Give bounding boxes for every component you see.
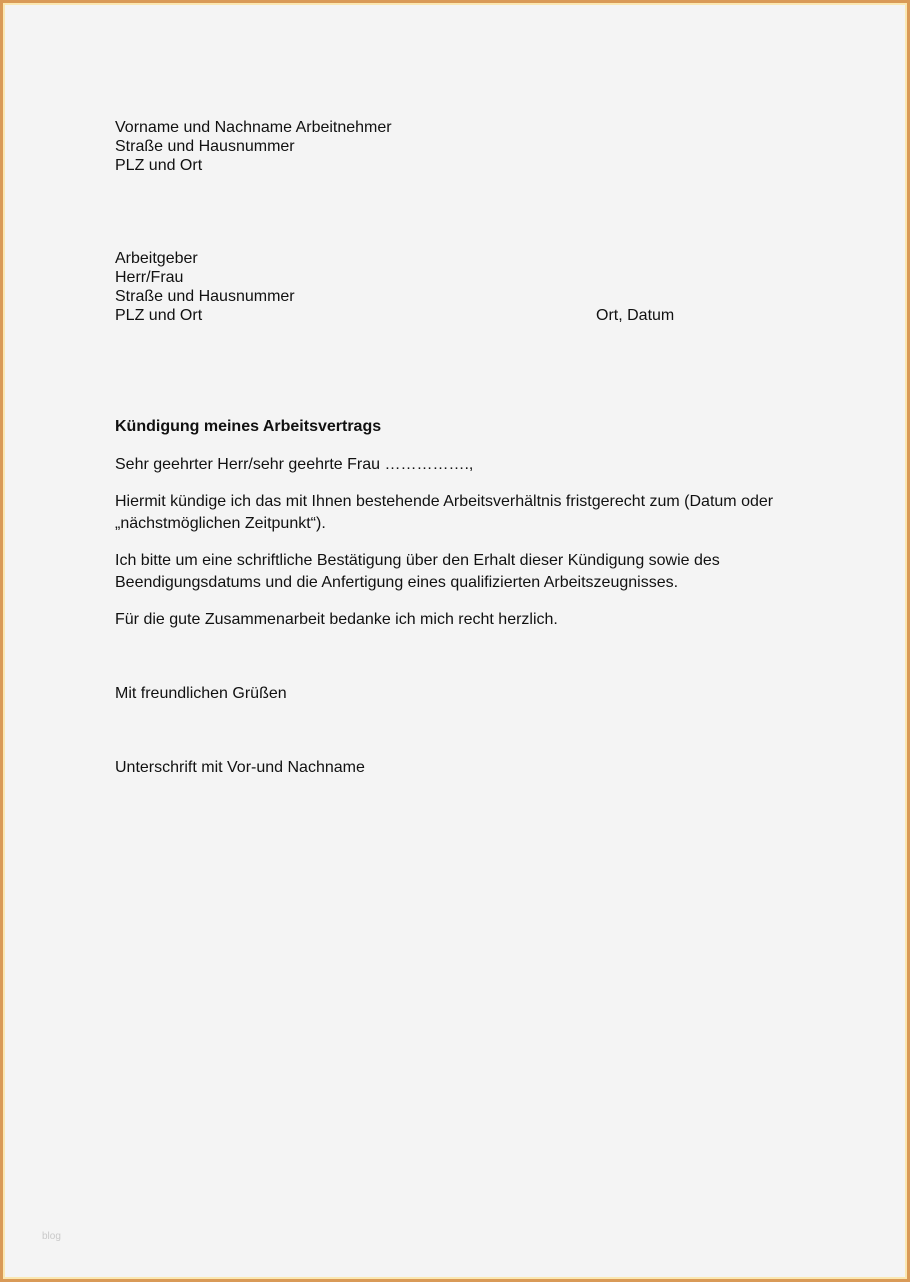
recipient-city: PLZ und Ort	[115, 307, 203, 324]
sender-street: Straße und Hausnummer	[115, 138, 295, 155]
body-paragraph-2-line-2: Beendigungsdatums und die Anfertigung eines qualifizierten Arbeitszeugnisses.	[115, 574, 679, 591]
body-paragraph-2-line-1: Ich bitte um eine schriftliche Bestätigung über den Erhalt dieser Kündigung sowie des	[115, 552, 720, 569]
document-frame	[3, 3, 907, 1279]
greeting: Sehr geehrter Herr/sehr geehrte Frau …………….,	[115, 456, 474, 473]
recipient-company: Arbeitgeber	[115, 250, 198, 267]
signature-line: Unterschrift mit Vor-und Nachname	[115, 759, 365, 776]
sender-name: Vorname und Nachname Arbeitnehmer	[115, 119, 392, 136]
body-paragraph-1-line-1: Hiermit kündige ich das mit Ihnen bestehende Arbeitsverhältnis fristgerecht zum (Datum oder	[115, 493, 774, 510]
recipient-salutation: Herr/Frau	[115, 269, 184, 286]
subject-line: Kündigung meines Arbeitsvertrags	[115, 418, 382, 435]
place-date: Ort, Datum	[596, 307, 675, 324]
watermark: blog	[42, 1231, 61, 1242]
body-paragraph-1-line-2: „nächstmöglichen Zeitpunkt“).	[115, 515, 326, 532]
letter-page	[5, 5, 905, 1277]
sender-city: PLZ und Ort	[115, 157, 203, 174]
closing: Mit freundlichen Grüßen	[115, 685, 287, 702]
body-paragraph-3: Für die gute Zusammenarbeit bedanke ich mich recht herzlich.	[115, 611, 558, 628]
recipient-street: Straße und Hausnummer	[115, 288, 295, 305]
